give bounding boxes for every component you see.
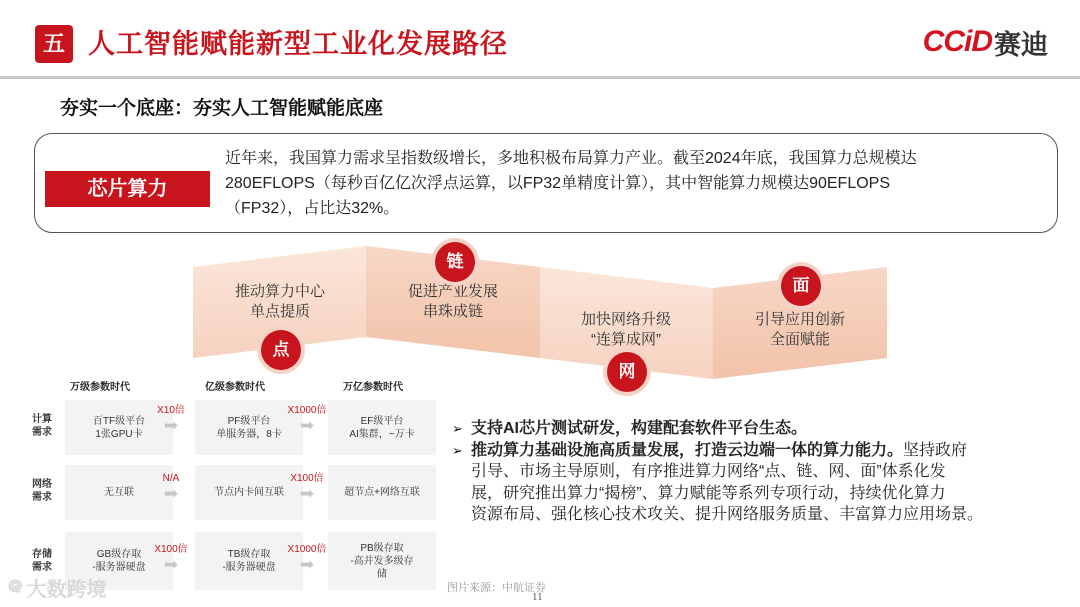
compute-demand-table [25,370,445,600]
cell-line: 储 [377,568,387,580]
header-divider [0,76,1080,79]
info-line: （FP32），占比达32%。 [225,200,400,217]
flow-step-line: 促进产业发展 [407,283,498,300]
cell-line: 节点内卡间互联 [214,487,284,498]
bullet-item [452,418,1047,440]
cell-line: PB级存取 [360,542,404,554]
bullet-item [452,440,1047,526]
flow-step-label [205,282,355,322]
cell-line: -高并发多级存 [350,555,414,567]
growth-multiplier: X1000倍 [287,405,327,416]
bullet-bold-text: 推动算力基础设施高质量发展，打造云边端一体的算力能力。 [471,441,904,459]
step-arrow-icon: ➡ [163,484,179,503]
row-label-line: 网络 [32,479,52,490]
chip-computing-box [34,133,1058,233]
cell-line: 无互联 [104,487,134,498]
tag-network: 网 [607,352,647,392]
chip-computing-tag: 芯片算力 [45,171,210,207]
growth-multiplier: X100倍 [154,544,188,555]
cell-line: EF级平台 [360,415,404,427]
growth-multiplier: X100倍 [290,473,324,484]
ccid-logo [923,22,1048,62]
chip-computing-text [225,146,1045,221]
flow-step-line: “连算成网” [591,331,661,348]
flow-step-line: 单点提质 [249,303,310,320]
watermark [8,572,106,603]
growth-step [287,473,327,503]
slide-header [0,0,1080,78]
growth-multiplier: N/A [162,473,180,484]
era-header: 万级参数时代 [70,382,130,393]
cell-line: -服务器硬盘 [92,562,146,573]
tag-chain: 链 [435,242,475,282]
cell-line: 超节点+网络互联 [344,487,420,498]
cell-line: 1张GPU卡 [95,428,143,440]
flow-step-label [551,310,701,350]
flow-step-line: 全面赋能 [769,331,830,348]
cell-line: TB级存取 [227,549,271,560]
bullet-line: 展，研究推出算力“揭榜”、算力赋能等系列专项行动，持续优化算力 [471,484,946,502]
cell-line: PF级平台 [227,415,271,427]
watermark-logo-icon: ᪤ [8,575,23,597]
step-arrow-icon: ➡ [299,555,315,574]
row-label-network [25,478,59,504]
info-line: 近年来，我国算力需求呈指数级增长，多地积极布局算力产业。截至2024年底，我国算力总规模达 [225,150,917,167]
table-cell [328,532,436,590]
bullet-line: 资源布局、强化核心技术攻关、提升网络服务质量、丰富算力应用场景。 [471,506,984,523]
table-cell [328,400,436,455]
measures-list [452,418,1047,526]
era-header: 万亿参数时代 [343,382,403,393]
flow-step-line: 串珠成链 [422,303,483,320]
logo-text-en: CCiD [922,25,992,58]
row-label-line: 计算 [32,414,52,425]
cell-line: 百TF级平台 [92,415,146,427]
cell-line: AI集群，~万卡 [349,428,415,440]
row-label-line: 存储 [32,549,52,560]
logo-text-cn: 赛迪 [994,29,1048,60]
growth-step [151,473,191,503]
step-arrow-icon: ➡ [299,484,315,503]
info-line: 280EFLOPS（每秒百亿亿次浮点运算，以FP32单精度计算），其中智能算力规模达90EFLOPS [225,175,891,192]
cell-line: -服务器硬盘 [222,562,276,573]
image-source-note: 图片来源：中航证券 [447,582,546,594]
step-arrow-icon: ➡ [299,416,315,435]
row-label-line: 需求 [32,492,52,503]
table-cell [328,465,436,520]
flow-step-line: 加快网络升级 [580,311,671,328]
section-subtitle: 夯实一个底座：夯实人工智能赋能底座 [60,98,384,119]
growth-step [287,405,327,435]
cell-line: GB级存取 [96,549,142,560]
flow-step-line: 引导应用创新 [754,311,845,328]
bullet-bold-text: 支持AI芯片测试研发，构建配套软件平台生态。 [471,420,808,437]
step-arrow-icon: ➡ [163,555,179,574]
tag-point: 点 [261,330,301,370]
flow-step-line: 推动算力中心 [234,283,325,300]
section-number-badge: 五 [35,25,73,63]
row-label-storage [25,548,59,574]
arrow-bullet-icon: ➢ [452,421,463,436]
cell-line: 单服务器，8卡 [216,428,282,440]
growth-step [151,405,191,435]
bullet-text: 坚持政府 [903,441,968,459]
arrow-bullet-icon: ➢ [452,442,463,458]
era-header: 亿级参数时代 [205,382,265,393]
slide-title: 人工智能赋能新型工业化发展路径 [88,29,508,59]
flow-step-label [725,310,875,350]
flow-step-label [378,282,528,322]
row-label-line: 需求 [32,562,52,573]
row-label-compute [25,413,59,439]
bullet-line: 引导、市场主导原则，有序推进算力网络“点、链、网、面”体系化发 [471,463,946,480]
growth-multiplier: X1000倍 [287,544,327,555]
step-arrow-icon: ➡ [163,416,179,435]
growth-step [287,544,327,574]
watermark-text: 大数跨境 [26,579,107,601]
growth-multiplier: X10倍 [157,405,185,416]
page-number: 11 [532,591,543,603]
row-label-line: 需求 [32,427,52,438]
tag-surface: 面 [781,266,821,306]
growth-step [151,544,191,574]
